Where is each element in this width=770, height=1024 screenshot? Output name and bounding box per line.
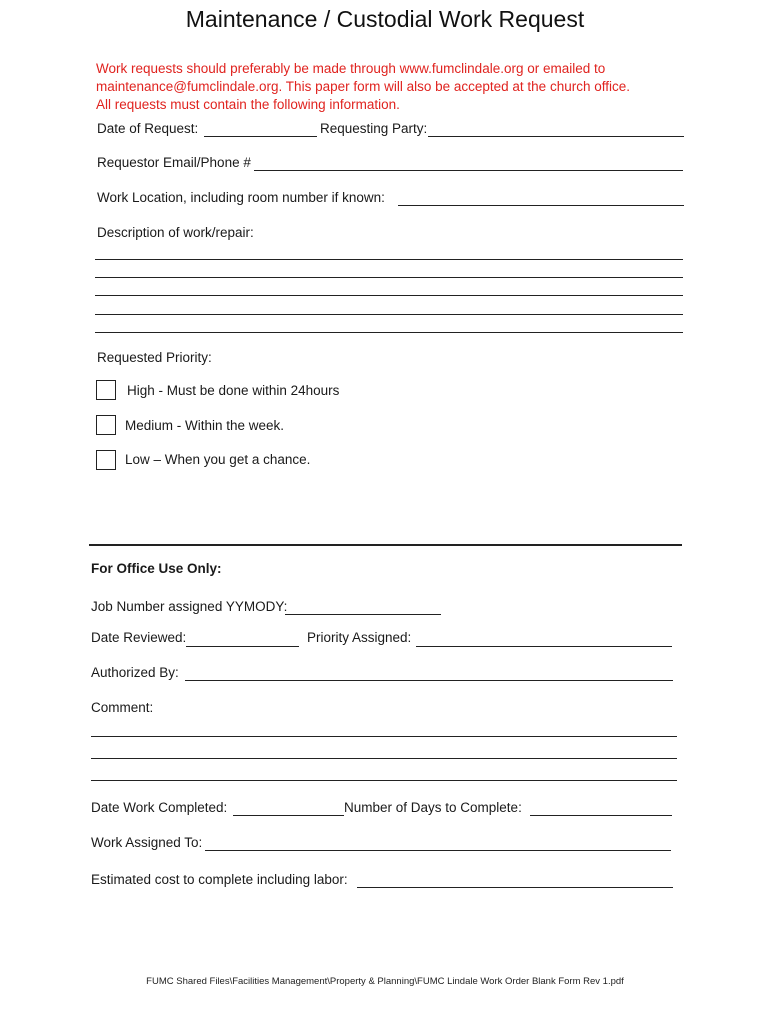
date-reviewed-field[interactable]: [186, 646, 299, 647]
authorized-by-label: Authorized By:: [91, 665, 179, 680]
office-use-heading: For Office Use Only:: [91, 561, 222, 576]
authorized-by-field[interactable]: [185, 680, 673, 681]
requestor-contact-field[interactable]: [254, 170, 683, 171]
description-line-4[interactable]: [95, 314, 683, 315]
date-reviewed-label: Date Reviewed:: [91, 630, 187, 645]
work-assigned-label: Work Assigned To:: [91, 835, 203, 850]
priority-assigned-label: Priority Assigned:: [307, 630, 412, 645]
description-line-3[interactable]: [95, 295, 683, 296]
requesting-party-label: Requesting Party:: [320, 121, 428, 136]
work-location-label: Work Location, including room number if known:: [97, 190, 385, 205]
intro-line-2: maintenance@fumclindale.org. This paper form will also be accepted at the church office.: [96, 79, 630, 94]
date-completed-field[interactable]: [233, 815, 344, 816]
footer-path: FUMC Shared Files\Facilities Management\Property & Planning\FUMC Lindale Work Order Blank Form Rev 1.pdf: [146, 976, 624, 987]
form-title: Maintenance / Custodial Work Request: [185, 6, 585, 32]
priority-low-label: Low – When you get a chance.: [125, 452, 311, 467]
date-completed-label: Date Work Completed:: [91, 800, 228, 815]
comment-line-1[interactable]: [91, 736, 677, 737]
estimated-cost-field[interactable]: [357, 887, 673, 888]
priority-high-label: High - Must be done within 24hours: [127, 383, 340, 398]
priority-assigned-field[interactable]: [416, 646, 672, 647]
estimated-cost-label: Estimated cost to complete including labor:: [91, 872, 348, 887]
intro-line-1: Work requests should preferably be made through www.fumclindale.org or emailed to: [96, 61, 606, 76]
comment-label: Comment:: [91, 700, 154, 715]
priority-medium-checkbox[interactable]: [96, 415, 116, 435]
comment-line-2[interactable]: [91, 758, 677, 759]
priority-high-checkbox[interactable]: [96, 380, 116, 400]
requestor-contact-label: Requestor Email/Phone #: [97, 155, 251, 170]
days-to-complete-label: Number of Days to Complete:: [344, 800, 522, 815]
work-assigned-field[interactable]: [205, 850, 671, 851]
job-number-label: Job Number assigned YYMODY:: [91, 599, 288, 614]
intro-line-3: All requests must contain the following information.: [96, 97, 400, 112]
days-to-complete-field[interactable]: [530, 815, 672, 816]
office-divider: [89, 544, 682, 546]
description-line-1[interactable]: [95, 259, 683, 260]
description-line-5[interactable]: [95, 332, 683, 333]
date-of-request-field[interactable]: [204, 136, 317, 137]
job-number-field[interactable]: [285, 614, 441, 615]
comment-line-3[interactable]: [91, 780, 677, 781]
requested-priority-label: Requested Priority:: [97, 350, 212, 365]
work-location-field[interactable]: [398, 205, 684, 206]
priority-medium-label: Medium - Within the week.: [125, 418, 285, 433]
intro-text: [96, 60, 686, 114]
date-of-request-label: Date of Request:: [97, 121, 199, 136]
priority-low-checkbox[interactable]: [96, 450, 116, 470]
requesting-party-field[interactable]: [428, 136, 684, 137]
description-line-2[interactable]: [95, 277, 683, 278]
description-label: Description of work/repair:: [97, 225, 254, 240]
